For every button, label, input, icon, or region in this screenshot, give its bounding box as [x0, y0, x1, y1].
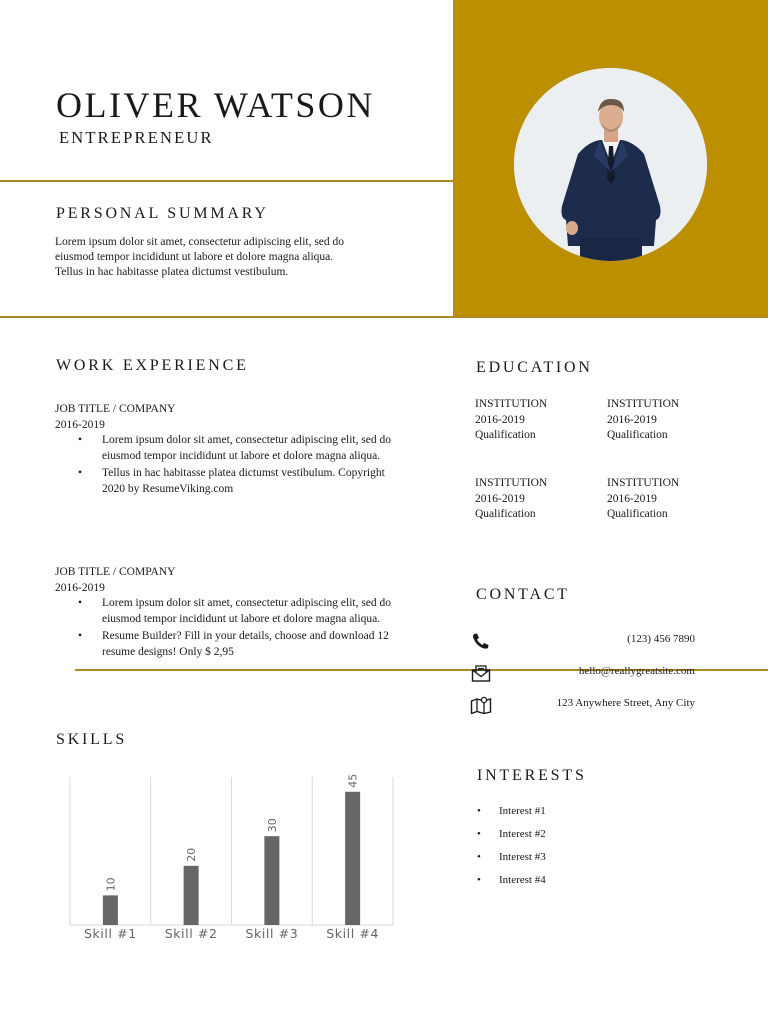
education-institution: INSTITUTION [607, 398, 680, 410]
job-entry [55, 565, 400, 660]
job-bullet: • Tellus in hac habitasse platea dictumst vestibulum. Copyright 2020 by ResumeViking.com [75, 466, 400, 497]
job-bullet: • Lorem ipsum dolor sit amet, consectetur adipiscing elit, sed do eiusmod tempor incididunt ut labore et dolore magna aliqua. [75, 596, 400, 627]
contact-heading: CONTACT [476, 586, 570, 603]
summary-line: Lorem ipsum dolor sit amet, consectetur adipiscing elit, sed do [55, 236, 345, 248]
skill-category-label: Skill #4 [326, 926, 380, 941]
summary-line: Tellus in hac habitasse platea dictumst vestibulum. [55, 266, 289, 278]
skill-bar [264, 836, 279, 925]
education-qualification: Qualification [475, 508, 536, 520]
education-entry [475, 397, 547, 444]
skills-chart [55, 765, 415, 950]
divider-header [0, 316, 768, 318]
email-address[interactable]: hello@reallygreatsite.com [578, 665, 695, 677]
skill-bar [184, 866, 199, 925]
map-icon [470, 696, 492, 714]
work-heading: WORK EXPERIENCE [56, 357, 249, 374]
skill-category-label: Skill #1 [83, 926, 137, 941]
interest-item: • Interest #1 [476, 803, 546, 826]
job-entry [55, 402, 400, 497]
street-address: 123 Anywhere Street, Any City [556, 697, 695, 709]
job-bullets [75, 433, 400, 497]
skill-value-label: 20 [185, 847, 199, 862]
education-years: 2016-2019 [607, 413, 657, 426]
interest-item: • Interest #4 [476, 872, 546, 895]
skill-category-label: Skill #2 [164, 926, 218, 941]
skill-bar [345, 792, 360, 925]
education-years: 2016-2019 [475, 413, 525, 426]
profile-photo [514, 68, 707, 261]
contact-phone [470, 630, 695, 652]
skill-value-label: 30 [265, 818, 279, 833]
skill-bar [103, 895, 118, 925]
education-qualification: Qualification [607, 429, 668, 441]
education-institution: INSTITUTION [475, 398, 548, 410]
education-years: 2016-2019 [607, 492, 657, 505]
education-institution: INSTITUTION [475, 477, 548, 489]
education-institution: INSTITUTION [607, 477, 680, 489]
education-heading: EDUCATION [476, 359, 593, 376]
profile-photo-illustration [514, 68, 707, 261]
education-entry [607, 397, 679, 444]
interest-item: • Interest #2 [476, 826, 546, 849]
candidate-name: OLIVER WATSON [56, 85, 375, 125]
phone-number[interactable]: (123) 456 7890 [627, 633, 695, 645]
education-qualification: Qualification [607, 508, 668, 520]
interest-item: • Interest #3 [476, 849, 546, 872]
contact-address [470, 694, 695, 716]
education-entry [607, 476, 679, 523]
job-bullet: • Lorem ipsum dolor sit amet, consectetur adipiscing elit, sed do eiusmod tempor incididunt ut labore et dolore magna aliqua. [75, 433, 400, 464]
summary-text [55, 235, 344, 280]
education-qualification: Qualification [475, 429, 536, 441]
job-bullets [75, 596, 400, 660]
education-years: 2016-2019 [475, 492, 525, 505]
job-title: JOB TITLE / COMPANY [55, 566, 176, 578]
skills-chart-svg [55, 765, 415, 950]
job-bullet: • Resume Builder? Fill in your details, choose and download 12 resume designs! Only $ 2,95 [75, 629, 400, 660]
mail-icon [470, 664, 492, 682]
education-entry [475, 476, 547, 523]
interests-heading: INTERESTS [477, 767, 587, 784]
skill-category-label: Skill #3 [245, 926, 299, 941]
summary-heading: PERSONAL SUMMARY [56, 205, 269, 222]
divider-summary [0, 180, 453, 182]
skill-value-label: 10 [104, 877, 118, 892]
skills-heading: SKILLS [56, 731, 128, 748]
contact-email [470, 662, 695, 684]
job-years: 2016-2019 [55, 418, 105, 431]
summary-line: eiusmod tempor incididunt ut labore et dolore magna aliqua. [55, 251, 334, 263]
phone-icon [470, 632, 492, 650]
skill-value-label: 45 [346, 773, 360, 788]
candidate-role: ENTREPRENEUR [59, 128, 214, 147]
job-title: JOB TITLE / COMPANY [55, 403, 176, 415]
job-years: 2016-2019 [55, 581, 105, 594]
interests-list [476, 803, 546, 895]
